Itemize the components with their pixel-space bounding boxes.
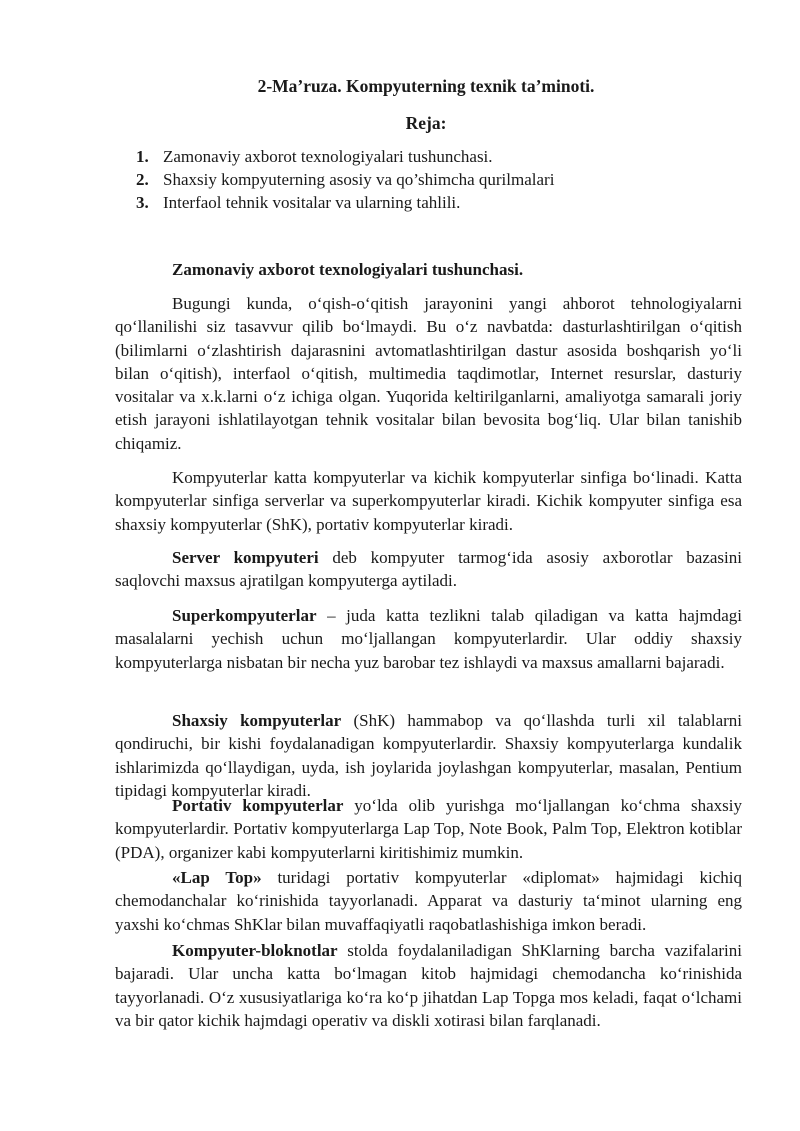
section-heading: Zamonaviy axborot texnologiyalari tushunchasi. <box>172 260 524 279</box>
term-bold: Shaxsiy kompyuterlar <box>172 711 342 730</box>
plan-item <box>136 168 554 191</box>
paragraph <box>115 794 742 864</box>
plan-item-number: 3. <box>136 193 149 212</box>
plan-heading: Reja: <box>405 113 447 133</box>
plan-item-text: Shaxsiy kompyuterning asosiy va qo’shimcha qurilmalari <box>163 170 555 189</box>
plan-item-text: Interfaol tehnik vositalar va ularning tahlili. <box>163 193 461 212</box>
paragraph <box>115 866 742 936</box>
paragraph-text: stolda foydalaniladigan ShKlarning barcha vazifalarini bajaradi. Ular uncha katta bo‘lmagan kitob hajmidagi chemodancha ko‘rinishida tayyorlanadi. O‘z xususiyatlariga ko‘ra ko‘p jihatdan Lap Topga mos keladi, faqat o‘lchami va bir qator kichik hajmdagi operativ va diskli xotirasi bilan farqlanadi. <box>115 941 742 1030</box>
plan-item-number: 1. <box>136 147 149 166</box>
term-bold: Superkompyuterlar <box>172 606 317 625</box>
plan-item-number: 2. <box>136 170 149 189</box>
paragraph-text: yo‘lda olib yurishga mo‘ljallangan ko‘chma shaxsiy kompyuterlardir. Portativ kompyuterlarga Lap Top, Note Book, Palm Top, Elektron kotiblar (PDA), organizer kabi kompyuterlarni kiritishimiz mumkin. <box>115 796 742 862</box>
plan-item <box>136 191 554 214</box>
plan-item <box>136 145 554 168</box>
lecture-title: 2-Ma’ruza. Kompyuterning texnik ta’minoti. <box>257 76 595 96</box>
paragraph-text: turidagi portativ kompyuterlar «diplomat» hajmidagi kichiq chemodanchalar ko‘rinishida tayyorlanadi. Apparat va dasturiy ta‘minot ularning eng yaxshi ko‘chmas ShKlar bilan muvaffaqiyatli raqobatlashishiga imkon beradi. <box>115 868 742 934</box>
term-bold: «Lap Top» <box>172 868 262 887</box>
paragraph <box>115 709 742 802</box>
paragraph <box>115 546 742 593</box>
paragraph-text: Bugungi kunda, o‘qish-o‘qitish jarayonini yangi ahborot tehnologiyalarni qo‘llanilishi siz tasavvur qilib bo‘lmaydi. Bu o‘z navbatda: dasturlashtirilgan o‘qitish (bilimlarni o‘zlashtirish dajarasnini avtomatlashtirilgan dastur asosida boshqarish yo‘li bilan o‘qitish), interfaol o‘qitish, multimedia taqdimotlar, Internet resurslar, dasturiy vositalar va x.k.larni o‘z ichiga olgan. Yuqorida keltirilganlarni, amaliyotga samarali joriy etish jarayoni ishlatilayotgan tehnik vositalar bilan bevosita bog‘liq. Ular bilan tanishib chiqamiz. <box>115 294 742 453</box>
plan-item-text: Zamonaviy axborot texnologiyalari tushunchasi. <box>163 147 493 166</box>
paragraph <box>115 292 742 455</box>
paragraph <box>115 939 742 1032</box>
paragraph-text: (ShK) hammabop va qo‘llashda turli xil talablarni qondiruchi, bir kishi foydalanadigan kompyuterlardir. Shaxsiy kompyuterlarga kundalik ishlarimizda qo‘llaydigan, uyda, ish joylarida joylashgan kompyuterlar, masalan, Pentium tipidagi kompyuterlar kiradi. <box>115 711 743 800</box>
paragraph-text: – juda katta tezlikni talab qiladigan va katta hajmdagi masalalarni yechish uchun mo‘ljallangan kompyuterlardir. Ular oddiy shaxsiy kompyuterlarga nisbatan bir necha yuz barobar tez ishlaydi va maxsus amallarni bajaradi. <box>115 606 742 672</box>
paragraph <box>115 604 742 674</box>
term-bold: Server kompyuteri <box>172 548 319 567</box>
paragraph-text: deb kompyuter tarmog‘ida asosiy axborotlar bazasini saqlovchi maxsus ajratilgan kompyuterga aytiladi. <box>115 548 742 591</box>
term-bold: Portativ kompyuterlar <box>172 796 344 815</box>
term-bold: Kompyuter-bloknotlar <box>172 941 338 960</box>
paragraph-text: Kompyuterlar katta kompyuterlar va kichik kompyuterlar sinfiga bo‘linadi. Katta kompyuterlar sinfiga serverlar va superkompyuterlar kiradi. Kichik kompyuter sinfiga esa shaxsiy kompyuterlar (ShK), portativ kompyuterlar kiradi. <box>115 468 742 534</box>
plan-list <box>136 145 554 214</box>
paragraph <box>115 466 742 536</box>
